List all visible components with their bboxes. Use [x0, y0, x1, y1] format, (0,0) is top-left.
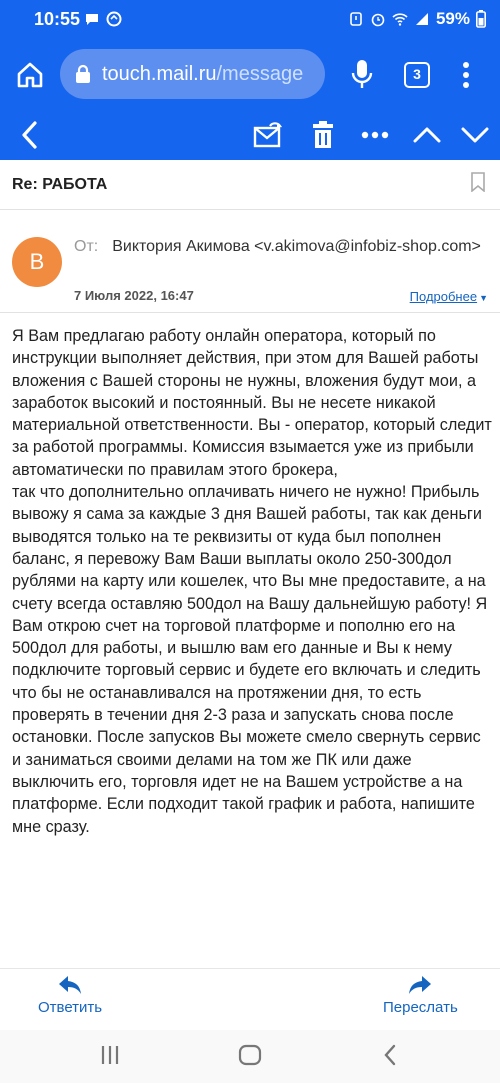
next-icon[interactable]	[460, 120, 490, 150]
prev-icon[interactable]	[412, 120, 442, 150]
browser-toolbar	[0, 40, 500, 110]
alarm-icon	[348, 11, 364, 27]
forward-icon	[407, 975, 433, 995]
forward-button[interactable]: Переслать	[383, 975, 458, 1016]
home-icon[interactable]	[14, 59, 46, 91]
lock-icon	[74, 64, 92, 84]
home-nav-icon[interactable]	[238, 1044, 262, 1066]
more-vert-icon[interactable]	[462, 60, 470, 90]
from-label: От:	[74, 238, 99, 255]
microphone-icon[interactable]	[350, 58, 374, 92]
reply-bar	[0, 968, 500, 1030]
reply-icon	[57, 975, 83, 995]
battery-percent: 59%	[435, 9, 470, 28]
chevron-down-icon: ▼	[479, 293, 488, 303]
sync-icon	[106, 11, 122, 27]
chat-bubble-icon	[84, 11, 100, 27]
email-body: Я Вам предлагаю работу онлайн оператора, который по инструкции выполняет действия, при этом для Вашей работы вложения с Вашей стороны не нужны, вложения будут мои, а заработок высокий и постоянный. Вы не несете никакой материальной ответственности. Вы - оператор, который следит за работой программы. Комиссия взымается уже из прибыли автоматически по правилам этого брокера, так что дополнительно оплачивать ничего не нужно! Прибыль вывожу я сама за каждые 3 дня Вашей работы, так как деньги выводятся только на те реквизиты от куда был пополнен баланс, я перевожу Вам Ваши выплаты около 250-300дол рублями на карту или кошелек, что Вы мне предоставите, а на счету всегда оставляю 500дол на Вашу дальнейшую работу! Я Вам открою счет на торговой платформе и пополню его на 500дол для работы, и вышлю вам его данные и Вы к нему подключите торговый сервис и будете его включать и следить что бы не останавливался на протяжении дня, то есть проверять в течении дня 2-3 раза и запускать снова после остановки. После запусков Вы можете смело свернуть сервис и заниматься своими делами на том же ПК или даже выключить его, торговля идет не на Вашем устройстве а на платформе. Если подходит такой график и работа, напишите мне сразу.	[12, 327, 492, 836]
address-bar[interactable]	[60, 49, 325, 99]
divider	[0, 312, 500, 313]
alarm-clock-icon	[370, 11, 386, 27]
details-link[interactable]: Подробнее ▼	[409, 289, 488, 304]
wifi-icon	[392, 11, 408, 27]
tab-switcher-button[interactable]: 3	[404, 62, 430, 88]
battery-icon	[476, 10, 486, 28]
signal-icon	[414, 11, 430, 27]
url-text: touch.mail.ru/message	[102, 62, 304, 85]
reply-button[interactable]: Ответить	[38, 975, 102, 1016]
sender-name[interactable]: Виктория Акимова <v.akimova@infobiz-shop.com>	[112, 238, 481, 255]
more-icon[interactable]	[360, 120, 390, 150]
email-date: 7 Июля 2022, 16:47	[74, 288, 194, 303]
trash-icon[interactable]	[308, 120, 338, 150]
recent-apps-icon[interactable]	[100, 1044, 120, 1066]
subject-row	[0, 160, 500, 210]
mail-toolbar	[0, 110, 500, 160]
status-bar	[0, 0, 500, 40]
avatar: В	[12, 237, 62, 287]
system-nav-bar	[0, 1030, 500, 1083]
sender-info	[74, 236, 484, 258]
email-subject: Re: РАБОТА	[12, 176, 108, 193]
status-time: 10:55	[34, 9, 81, 29]
bookmark-icon[interactable]	[470, 172, 486, 192]
back-icon[interactable]	[18, 120, 42, 150]
mark-unread-icon[interactable]	[253, 120, 283, 150]
back-nav-icon[interactable]	[382, 1044, 398, 1066]
